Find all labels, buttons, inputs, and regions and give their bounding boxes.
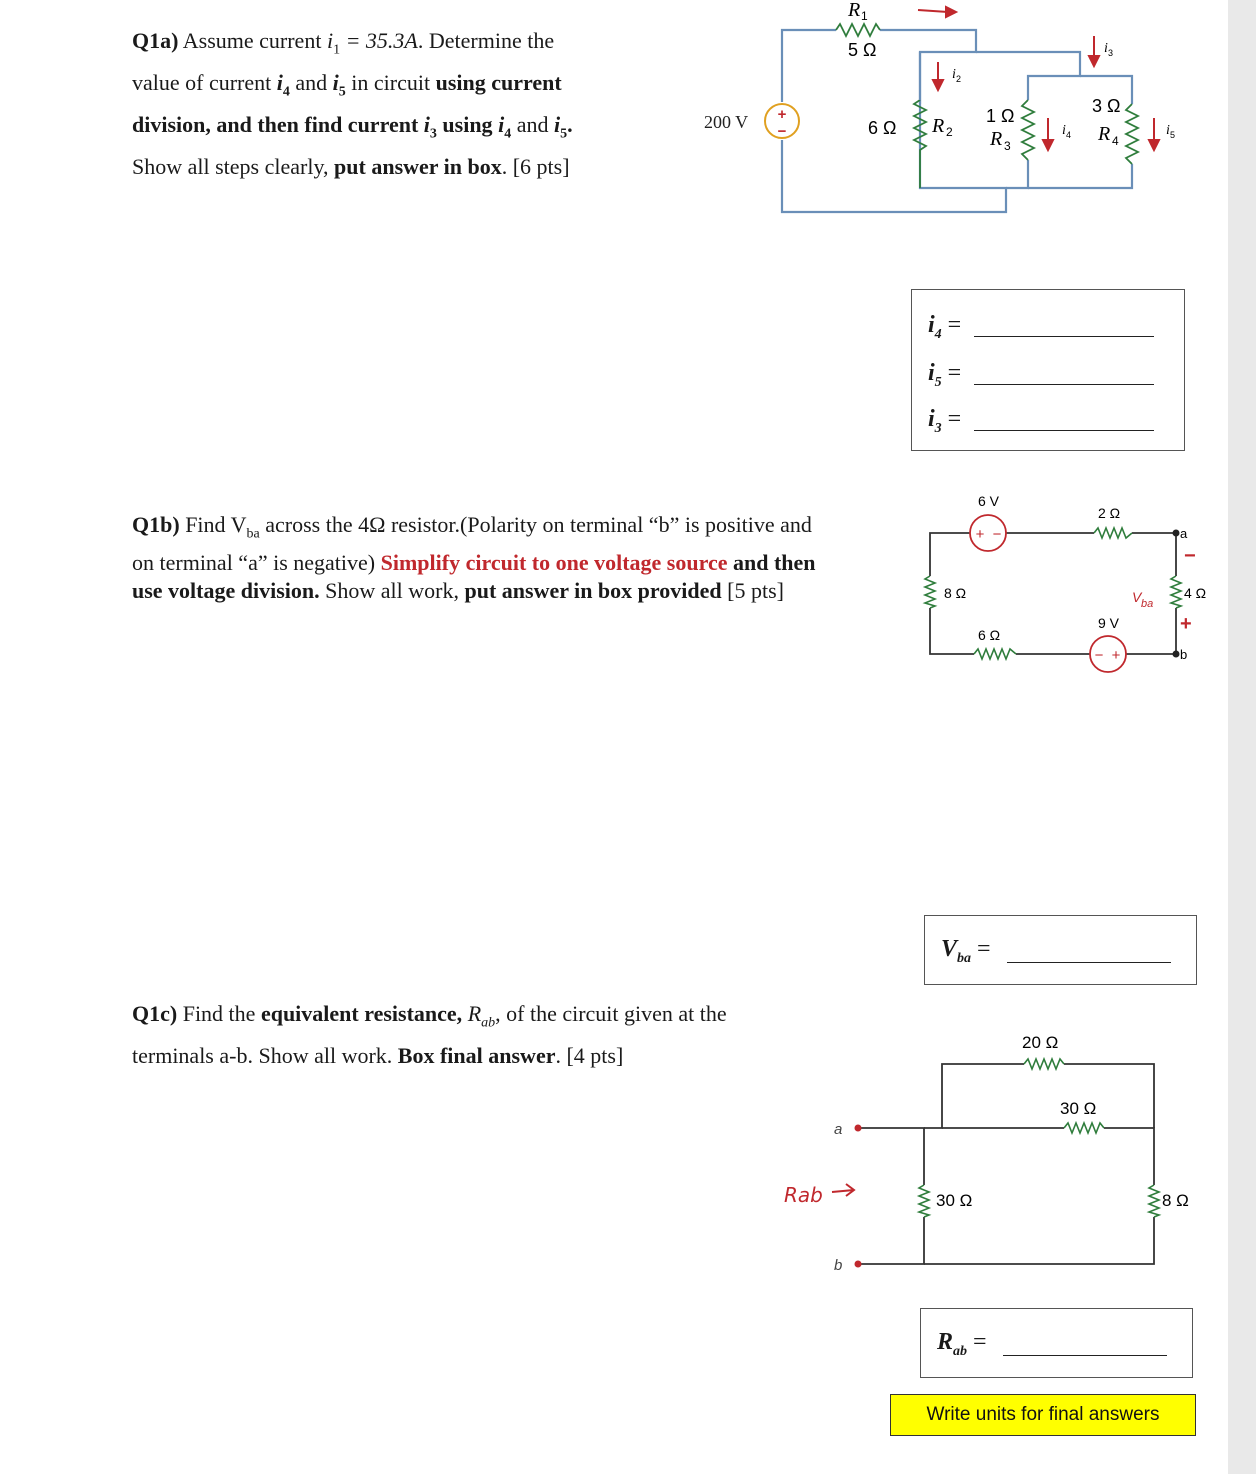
q1c-answer-box[interactable] [920, 1308, 1193, 1378]
q1b-answer-box[interactable] [924, 915, 1197, 985]
svg-text:1 Ω: 1 Ω [986, 106, 1015, 126]
svg-text:8 Ω: 8 Ω [944, 585, 967, 601]
svg-text:−: − [777, 123, 787, 140]
answer-rab: $R_{ab}$ = [937, 1329, 987, 1359]
svg-text:6 Ω: 6 Ω [978, 627, 1001, 643]
svg-text:R: R [1098, 123, 1111, 145]
resistor-6ohm [974, 649, 1016, 659]
svg-text:3 Ω: 3 Ω [1092, 96, 1121, 116]
r3-resistor [1022, 100, 1034, 160]
svg-text:ba: ba [1141, 598, 1154, 610]
terminal-a [855, 1125, 862, 1132]
svg-text:b: b [1180, 647, 1188, 662]
terminal-a [1173, 530, 1180, 537]
answer-line-i3[interactable] [974, 430, 1154, 431]
svg-text:6 V: 6 V [978, 493, 1000, 509]
rab-arrow [832, 1184, 854, 1196]
resistor-2ohm [1094, 528, 1132, 538]
terminal-b [1173, 651, 1180, 658]
r4-resistor [1126, 104, 1138, 164]
answer-line-vba[interactable] [1007, 962, 1171, 963]
svg-text:−: − [992, 526, 1002, 543]
answer-i4: $i_4$ = [928, 312, 962, 342]
svg-text:i: i [1104, 41, 1108, 56]
scrollbar[interactable] [1228, 0, 1256, 1474]
svg-text:9 V: 9 V [1098, 615, 1120, 631]
svg-text:6 Ω: 6 Ω [868, 118, 897, 138]
r1-resistor [836, 24, 880, 36]
answer-line-i4[interactable] [974, 336, 1154, 337]
answer-i3: $i_3$ = [928, 406, 962, 436]
rab-handwritten-label: Rab [784, 1183, 823, 1207]
svg-text:4: 4 [1066, 130, 1072, 140]
svg-text:30 Ω: 30 Ω [1060, 1099, 1097, 1118]
svg-text:2: 2 [946, 125, 953, 139]
svg-text:5 Ω: 5 Ω [848, 40, 877, 60]
svg-text:4: 4 [1112, 134, 1119, 148]
q1a-answer-box[interactable] [911, 289, 1185, 451]
terminal-b [855, 1261, 862, 1268]
resistor-20ohm [1024, 1059, 1064, 1069]
resistor-4ohm [1171, 576, 1181, 608]
r2-resistor [914, 100, 926, 188]
svg-text:+: + [777, 106, 787, 123]
svg-text:2: 2 [956, 74, 962, 84]
units-note: Write units for final answers [890, 1394, 1196, 1436]
svg-text:a: a [834, 1121, 843, 1138]
answer-line-rab[interactable] [1003, 1355, 1167, 1356]
resistor-30ohm-vertical [919, 1185, 929, 1217]
svg-text:i: i [952, 67, 956, 82]
q1a-text: Q1a) Assume current $i_1 = 35.3A$. Determine the value of current $i_4$ and $i_5$ in circuit using current division, and then find current $i_3$ using $i_4$ and $i_5$. Show all steps clearly, put answer in box. [6 pts] [132, 28, 573, 179]
q1c-circuit [770, 1020, 1210, 1290]
answer-i5: $i_5$ = [928, 360, 962, 390]
svg-text:b: b [834, 1257, 843, 1274]
svg-text:2 Ω: 2 Ω [1098, 505, 1121, 521]
svg-text:1: 1 [861, 9, 868, 23]
q1b-text: Q1b) Find $V_{ba}$ across the 4Ω resistor.(Polarity on terminal “b” is positive and on terminal “a” is negative) Simplify circuit to one voltage source and then use voltage division. Show all work, put answer in box provided [5 pts] [132, 512, 816, 604]
svg-text:−: − [1184, 545, 1196, 567]
svg-text:200 V: 200 V [704, 112, 749, 132]
q1b-circuit [920, 488, 1220, 678]
resistor-30ohm-horizontal [1064, 1123, 1104, 1133]
q1a-circuit [690, 0, 1210, 230]
svg-text:R: R [990, 128, 1003, 150]
svg-text:20 Ω: 20 Ω [1022, 1033, 1059, 1052]
answer-line-i5[interactable] [974, 384, 1154, 385]
svg-text:5: 5 [1170, 130, 1176, 140]
svg-text:3: 3 [1108, 48, 1114, 58]
svg-text:a: a [1180, 526, 1188, 541]
svg-text:3: 3 [1004, 139, 1011, 153]
svg-text:8 Ω: 8 Ω [1162, 1191, 1189, 1210]
resistor-8ohm [925, 576, 935, 608]
resistor-8ohm [1149, 1185, 1159, 1217]
answer-vba: $V_{ba}$ = [941, 936, 991, 966]
svg-text:R: R [932, 115, 945, 137]
svg-text:V: V [1132, 589, 1142, 605]
svg-text:i: i [1166, 123, 1170, 138]
q1c-text: Q1c) Find the equivalent resistance, $R_{ab}$, of the circuit given at the terminals a-b. Show all work. Box final answer. [4 pts] [132, 1001, 727, 1068]
svg-text:+: + [1111, 647, 1121, 664]
svg-text:4 Ω: 4 Ω [1184, 585, 1207, 601]
svg-text:i: i [1062, 123, 1066, 138]
svg-text:30 Ω: 30 Ω [936, 1191, 973, 1210]
svg-text:−: − [1094, 647, 1104, 664]
svg-text:+: + [975, 526, 985, 543]
svg-text:+: + [1180, 613, 1192, 635]
svg-text:R: R [848, 0, 861, 21]
